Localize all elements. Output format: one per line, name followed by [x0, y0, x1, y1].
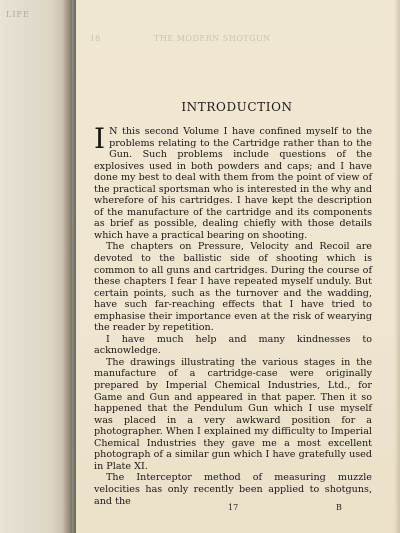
signature-mark: B — [336, 503, 342, 512]
paragraph — [94, 122, 372, 241]
paragraph: The drawings illustrating the various stages in the manufacture of a cartridge-case were originally prepared by Imperial Chemical Industries, Ltd., for Game and Gun and appeared in that paper. Then it so happened that the Pendulum Gun which I use myself was placed in a very awkward position for a photographer. When I explained my difficulty to Imperial Chemical Industries they gave me a most excellent photograph of a similar gun which I have gratefully used in Plate XI. — [94, 356, 372, 472]
previous-page-header: LIFE — [6, 10, 30, 19]
drop-cap: I — [94, 122, 106, 155]
page-number: 17 — [228, 503, 239, 512]
book-gutter — [62, 0, 76, 533]
paragraph: The Interceptor method of measuring muzzle velocities has only recently been applied to shotguns, and the — [94, 472, 372, 507]
page-title: INTRODUCTION — [181, 100, 293, 114]
page-edge-shadow — [394, 0, 400, 533]
body-text — [94, 122, 372, 507]
paragraph-text: N this second Volume I have confined myself to the problems relating to the Cartridge rather than to the Gun. Such problems include questions of the explosives used in both powders and caps; and I have done my best to deal with them from the point of view of the practical sportsman who is interested in the why and wherefore of his cartridges. I have kept the description of the manufacture of the cartridge and its components as brief as possible, dealing chiefly with those details which have a practical bearing on shooting. — [94, 126, 372, 241]
show-through-folio: 18 — [90, 34, 101, 43]
paragraph: The chapters on Pressure, Velocity and Recoil are devoted to the ballistic side of shooting which is common to all guns and cartridges. During the course of these chapters I fear I have repeated myself unduly. But certain points, such as the turnover and the wadding, have such far-reaching effects that I have tried to emphasise their importance even at the risk of wearying the reader by repetition. — [94, 241, 372, 334]
show-through-running-head: THE MODERN SHOTGUN — [154, 34, 271, 43]
book-page — [74, 0, 400, 533]
paragraph: I have much help and many kindnesses to acknowledge. — [94, 333, 372, 357]
